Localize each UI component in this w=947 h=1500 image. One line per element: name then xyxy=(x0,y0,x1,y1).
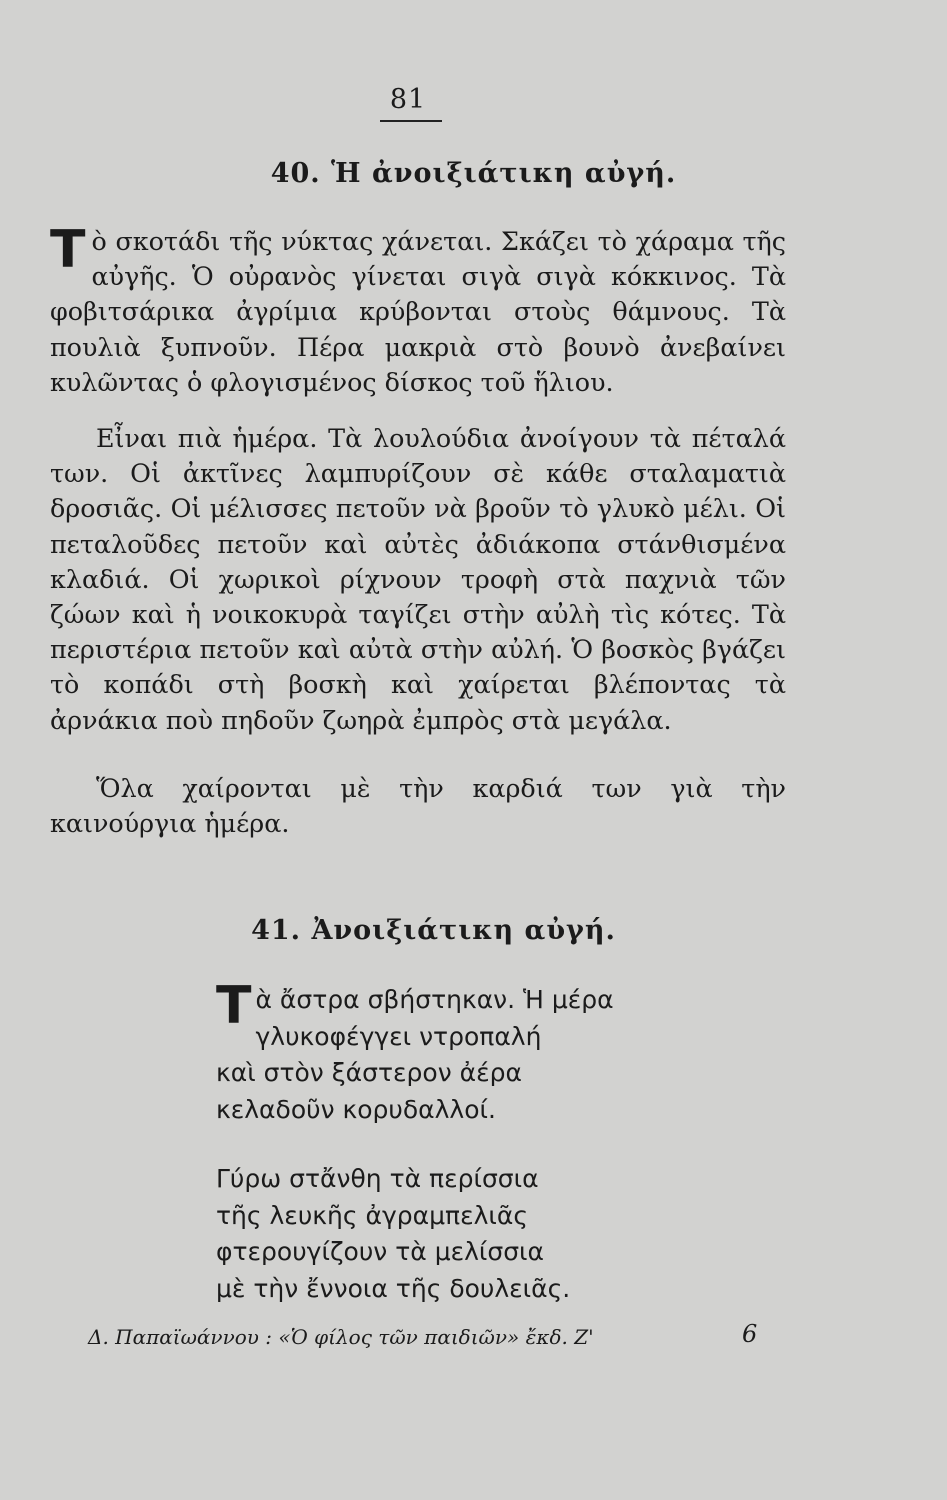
section-40-paragraph-3: Ὅλα χαίρονται μὲ τὴν καρδιά των γιὰ τὴν καινούργια ἡμέρα. xyxy=(50,773,786,839)
poem-line: γλυκοφέγγει ντροπαλή xyxy=(255,1021,542,1051)
source-citation: Δ. Παπαϊωάννου : «Ὁ φίλος τῶν παιδιῶν» ἔκδ. Ζ' xyxy=(88,1325,594,1349)
section-41-dropcap: Τ xyxy=(216,976,252,1036)
poem-line: κελαδοῦν κορυδαλλοί. xyxy=(216,1094,496,1124)
signature-mark: 6 xyxy=(742,1320,758,1348)
poem-line: Γύρω στἄνθη τὰ περίσσια xyxy=(216,1164,539,1193)
poem-stanza-1 xyxy=(216,976,736,1128)
poem-line: καὶ στὸν ξάστερον ἀέρα xyxy=(216,1058,522,1087)
poem-line: φτερουγίζουν τὰ μελίσσια xyxy=(216,1237,544,1266)
page-number: 81 xyxy=(389,84,427,115)
poem-line: ὰ ἄστρα σβήστηκαν. Ἡ μέρα xyxy=(255,985,614,1014)
section-40-dropcap: Τ xyxy=(50,220,86,280)
poem-stanza-2 xyxy=(216,1161,736,1307)
poem-line: τῆς λευκῆς ἀγραμπελιᾶς xyxy=(216,1200,528,1230)
page-number-rule xyxy=(380,120,442,122)
section-40-paragraph-1 xyxy=(50,220,786,400)
poem-line: μὲ τὴν ἔννοια τῆς δουλειᾶς. xyxy=(216,1273,571,1303)
section-40-title: 40. Ἡ ἀνοιξιάτικη αὐγή. xyxy=(270,158,677,189)
section-40-paragraph-2: Εἶναι πιὰ ἡμέρα. Τὰ λουλούδια ἀνοίγουν τὰ πέταλά των. Οἱ ἀκτῖνες λαμπυρίζουν σὲ κάθε σταλαματιὰ δροσιᾶς. Οἱ μέλισσες πετοῦν νὰ βροῦν τὸ γλυκὸ μέλι. Οἱ πεταλοῦδες πετοῦν καὶ αὐτὲς ἀδιάκοπα στάνθισμένα κλαδιά. Οἱ χωρικοὶ ρίχνουν τροφὴ στὰ παχνιὰ τῶν ζώων καὶ ἡ νοικοκυρὰ ταγίζει στὴν αὐλὴ τὶς κότες. Τὰ περιστέρια πετοῦν καὶ αὐτὰ στὴν αὐλή. Ὁ βοσκὸς βγάζει τὸ κοπάδι στὴ βοσκὴ καὶ χαίρεται βλέποντας τὰ ἀρνάκια ποὺ πηδοῦν ζωηρὰ ἐμπρὸς στὰ μεγάλα. xyxy=(50,423,786,735)
section-40-paragraph-1-text: ὸ σκοτάδι τῆς νύκτας χάνεται. Σκάζει τὸ χάραμα τῆς αὐγῆς. Ὁ οὐρανὸς γίνεται σιγὰ σιγὰ κόκκινος. Τὰ φοβιτσάρικα ἀγρίμια κρύβονται στοὺς θάμνους. Τὰ πουλιὰ ξυπνοῦν. Πέρα μακριὰ στὸ βουνὸ ἀνεβαίνει κυλῶντας ὁ φλογισμένος δίσκος τοῦ ἥλιου. xyxy=(50,226,786,397)
section-41-title: 41. Ἀνοιξιάτικη αὐγή. xyxy=(251,915,616,946)
